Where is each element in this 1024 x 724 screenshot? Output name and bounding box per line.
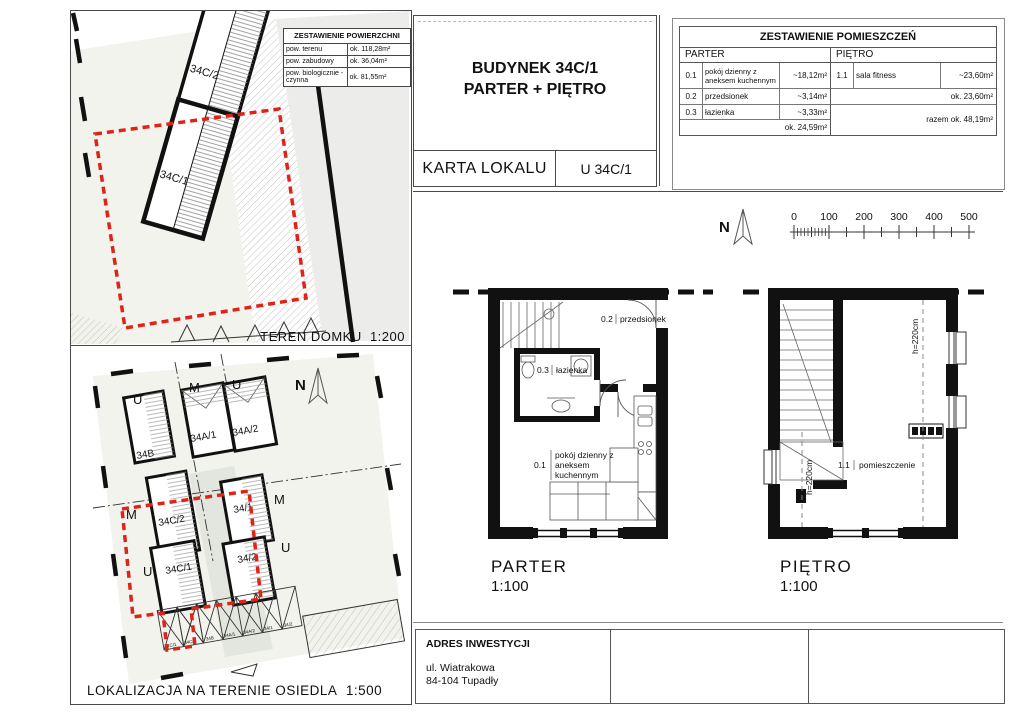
footer-strip xyxy=(415,629,1005,704)
scale-tick-label: 500 xyxy=(960,211,978,223)
room-name-line: aneksem xyxy=(555,460,590,470)
room-name: pomieszczenie xyxy=(859,460,916,470)
scale-tick-label: 400 xyxy=(925,211,943,223)
scale-bar-labels xyxy=(791,211,978,223)
zone-letter: U xyxy=(133,392,143,407)
address-title: ADRES INWESTYCJI xyxy=(426,638,530,650)
area-label: pow. zabudowy xyxy=(286,58,334,65)
pietro-walls xyxy=(768,288,958,539)
area-label: pow. biologicznie - czynna xyxy=(286,70,344,84)
scale-bar xyxy=(790,211,978,239)
fold-mark-line xyxy=(418,21,652,22)
room-number: 0.1 xyxy=(680,63,703,88)
parking-label: 34C/2 xyxy=(183,638,197,646)
unit-34c2-label: 34C/2 xyxy=(188,62,221,83)
room-number: 0.3 xyxy=(680,105,703,119)
area-value: ok. 81,55m² xyxy=(347,68,411,86)
pietro-plan xyxy=(743,288,993,595)
parter-window-band xyxy=(531,528,625,538)
rooms-table-title: ZESTAWIENIE POMIESZCZEŃ xyxy=(680,27,996,48)
footer-empty-cell xyxy=(809,630,1004,703)
room-number: 0.1 xyxy=(534,460,546,470)
site-plan-500-caption-text: LOKALIZACJA NA TERENIE OSIEDLA xyxy=(87,683,338,698)
building-label: 34A/2 xyxy=(231,423,260,439)
scale-tick-label: 300 xyxy=(890,211,908,223)
building-label: 34C/1 xyxy=(164,561,193,577)
unit-code: U 34C/1 xyxy=(580,160,632,177)
parking-label: 34C/1 xyxy=(164,641,177,649)
parter-plan xyxy=(453,288,713,595)
room-area: ~23,60m² xyxy=(940,63,996,88)
room-name: łazienka xyxy=(705,107,735,117)
building-label: 34B xyxy=(135,448,156,462)
parking-label: 34/2 xyxy=(283,621,293,628)
room-area: ~3,33m² xyxy=(779,105,830,119)
title-block-double-line xyxy=(659,15,660,186)
scale-tick-label: 200 xyxy=(855,211,873,223)
footer-separator-line xyxy=(413,622,1003,623)
pietro-window-band xyxy=(826,528,905,538)
building-label: 34/2 xyxy=(236,551,258,566)
areas-table-title: ZESTAWIENIE POWIERZCHNI xyxy=(284,29,410,44)
room-name: przedsionek xyxy=(705,92,749,101)
parter-caption xyxy=(491,557,567,595)
room-name: przedsionek xyxy=(620,314,666,324)
room-number: 0.2 xyxy=(601,314,613,324)
parking-label: 34B xyxy=(205,635,215,642)
room-number: 1.1 xyxy=(831,63,854,88)
footer-empty-cell xyxy=(611,630,809,703)
parter-header: PARTER xyxy=(680,48,831,62)
parking-label: 34A/2 xyxy=(242,627,256,635)
address-block xyxy=(416,630,611,703)
pietro-caption-text: PIĘTRO xyxy=(780,557,853,576)
site-plan-500-scale: 1:500 xyxy=(345,683,383,698)
height-note: h=220cm xyxy=(804,459,814,495)
area-value: ok. 36,04m² xyxy=(347,56,410,67)
table-row xyxy=(284,56,410,68)
area-label: pow. terenu xyxy=(286,46,323,53)
pietro-subtotal: ok. 23,60m² xyxy=(831,89,996,105)
pietro-header: PIĘTRO xyxy=(836,49,874,60)
unit-34c1-label: 34C/1 xyxy=(158,168,190,189)
title-block xyxy=(413,15,657,187)
room-name-line: pokój dzienny z xyxy=(555,450,614,460)
rooms-table-frame xyxy=(672,18,1005,190)
pietro-caption-scale: 1:100 xyxy=(780,578,818,595)
stairs xyxy=(500,302,563,348)
table-row xyxy=(680,63,830,89)
north-label: N xyxy=(295,377,306,394)
scale-tick-label: 0 xyxy=(791,211,797,223)
site-plan-500-panel xyxy=(70,345,412,705)
parter-total: ok. 24,59m² xyxy=(784,123,827,132)
room-number: 1.1 xyxy=(838,460,850,470)
building-label: 34A/1 xyxy=(189,429,218,445)
pietro-column xyxy=(831,63,996,135)
height-note: h=220cm xyxy=(910,318,920,354)
building-label: 34/1 xyxy=(232,501,254,516)
vent-grid xyxy=(909,424,943,438)
area-value: ok. 118,28m² xyxy=(347,44,410,55)
grand-total: razem ok. 48,19m² xyxy=(926,115,993,124)
address-street: ul. Wiatrakowa xyxy=(426,662,495,674)
pietro-room-labels xyxy=(804,319,920,495)
zone-letter: M xyxy=(189,380,200,395)
site-plan-200-scale: 1:200 xyxy=(369,329,405,344)
parter-caption-text: PARTER xyxy=(491,557,568,576)
room-name: pokój dzienny z aneksem kuchennym xyxy=(705,66,776,85)
north-label: N xyxy=(719,219,730,236)
pietro-window-left xyxy=(764,450,776,484)
zone-letter: M xyxy=(274,492,285,507)
table-row xyxy=(284,44,410,56)
table-row xyxy=(680,105,830,120)
north-arrow xyxy=(719,209,752,244)
sheet-title-line2: PARTER + PIĘTRO xyxy=(463,81,607,98)
table-row xyxy=(284,68,410,86)
address-city: 84-104 Tupadły xyxy=(426,675,499,687)
room-number: 0.3 xyxy=(537,365,549,375)
card-label: KARTA LOKALU xyxy=(414,151,556,186)
areas-table xyxy=(283,28,411,87)
zone-letter: U xyxy=(281,540,291,555)
room-area: ~18,12m² xyxy=(779,63,830,88)
site-plan-200-caption-text: TEREN DOMKU xyxy=(260,329,362,344)
room-number: 0.2 xyxy=(680,89,703,104)
table-row xyxy=(831,63,996,89)
parking-label: 34A/1 xyxy=(223,631,236,639)
floor-plans-area xyxy=(413,192,1010,622)
building-label: 34C/2 xyxy=(157,513,186,529)
site-plan-500-caption xyxy=(87,683,382,698)
site-plan-500-drawing xyxy=(71,346,409,702)
room-name: łazienka xyxy=(556,365,588,375)
scale-tick-label: 100 xyxy=(820,211,838,223)
room-area: ~3,14m² xyxy=(779,89,830,104)
parter-caption-scale: 1:100 xyxy=(491,578,529,595)
zone-letter: M xyxy=(126,507,137,522)
zone-letter: U xyxy=(143,564,153,579)
room-name-line: kuchennym xyxy=(555,470,599,480)
ceiling-height-lines xyxy=(802,300,923,527)
table-row xyxy=(680,89,830,105)
site-plan-200-caption xyxy=(260,329,405,344)
zone-letter: U xyxy=(232,377,242,392)
pietro-caption xyxy=(780,557,852,595)
parter-column xyxy=(680,63,831,135)
sheet-title-line1: BUDYNEK 34C/1 xyxy=(471,60,599,77)
room-name: sala fitness xyxy=(856,71,897,80)
parking-label: 34/1 xyxy=(263,624,274,632)
rooms-table xyxy=(679,26,997,136)
